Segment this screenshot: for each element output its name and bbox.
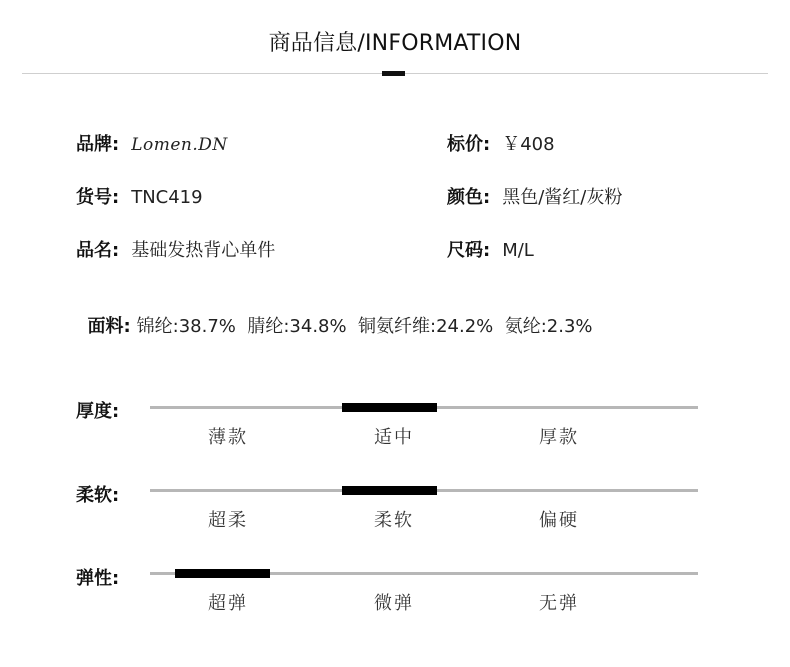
item-no-value: TNC419 bbox=[131, 187, 203, 208]
item-no-label: 货号: bbox=[76, 187, 120, 208]
thickness-label: 厚度: bbox=[76, 401, 120, 422]
size-value: M/L bbox=[502, 240, 534, 261]
elasticity-option-slight: 微弹 bbox=[374, 593, 414, 614]
thickness-option-thin: 薄款 bbox=[208, 427, 248, 448]
elasticity-option-high: 超弹 bbox=[208, 593, 248, 614]
thickness-marker bbox=[342, 403, 437, 412]
softness-option-soft: 柔软 bbox=[374, 510, 414, 531]
price-row bbox=[447, 134, 555, 156]
elasticity-option-none: 无弹 bbox=[539, 593, 579, 614]
size-label: 尺码: bbox=[447, 240, 491, 261]
softness-option-hard: 偏硬 bbox=[539, 510, 579, 531]
softness-option-supersoft: 超柔 bbox=[208, 510, 248, 531]
thickness-option-thick: 厚款 bbox=[539, 427, 579, 448]
brand-logo: Lomen.DN bbox=[131, 135, 228, 155]
thickness-option-medium: 适中 bbox=[374, 427, 414, 448]
brand-row bbox=[76, 134, 228, 156]
elasticity-marker bbox=[175, 569, 270, 578]
color-value: 黑色/酱红/灰粉 bbox=[502, 187, 623, 208]
name-value: 基础发热背心单件 bbox=[131, 240, 276, 261]
fabric-label: 面料: bbox=[87, 316, 131, 337]
fabric-row bbox=[76, 294, 593, 338]
item-no-row bbox=[76, 187, 203, 209]
page-title: 商品信息/INFORMATION bbox=[268, 31, 522, 56]
name-row bbox=[76, 240, 275, 262]
name-label: 品名: bbox=[76, 240, 120, 261]
size-row bbox=[447, 240, 534, 262]
fabric-value: 锦纶:38.7% 腈纶:34.8% 铜氨纤维:24.2% 氨纶:2.3% bbox=[136, 316, 593, 337]
price-value: ￥408 bbox=[502, 134, 555, 155]
softness-marker bbox=[342, 486, 437, 495]
title-divider-accent bbox=[382, 71, 405, 76]
color-row bbox=[447, 187, 622, 209]
brand-label: 品牌: bbox=[76, 134, 120, 155]
price-label: 标价: bbox=[447, 134, 491, 155]
softness-label: 柔软: bbox=[76, 485, 120, 506]
elasticity-label: 弹性: bbox=[76, 568, 120, 589]
color-label: 颜色: bbox=[447, 187, 491, 208]
